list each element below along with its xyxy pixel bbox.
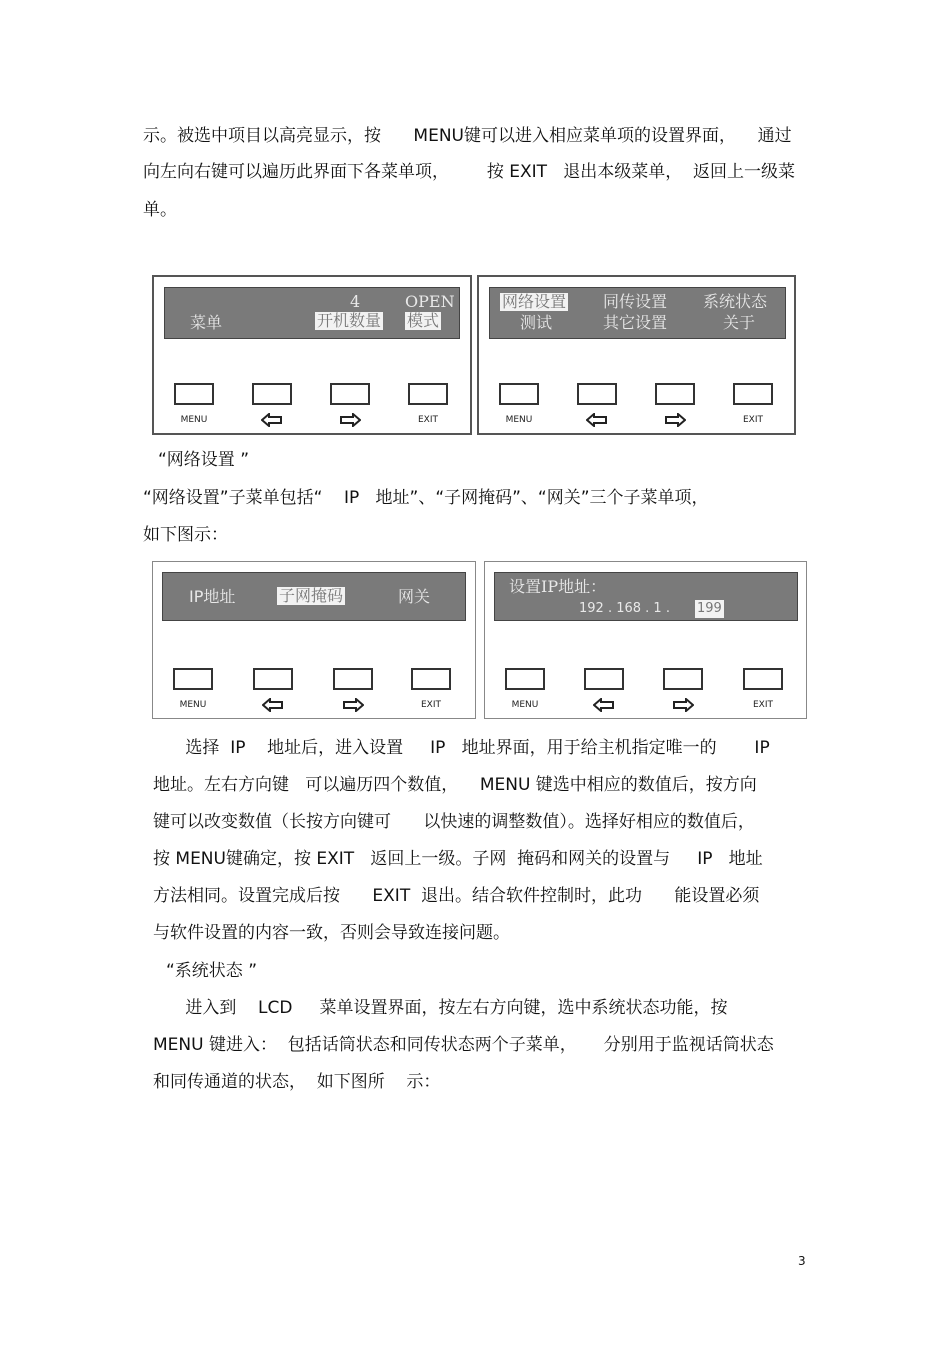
exit-key[interactable]	[408, 383, 448, 405]
left-key[interactable]	[253, 668, 293, 690]
section2-line-1: 选择 IP 地址后，进入设置 IP 地址界面，用于给主机指定唯一的 IP	[153, 738, 770, 758]
section2-line-4: 按 MENU键确定，按 EXIT 返回上一级。子网 掩码和网关的设置与 IP 地址	[153, 849, 763, 869]
left-arrow-icon	[261, 413, 283, 427]
lcd-screen	[489, 287, 786, 339]
lcd-network-settings: 网络设置	[502, 292, 567, 311]
right-arrow-icon	[342, 698, 364, 712]
figure2-right-panel	[484, 561, 807, 719]
figure1-right-panel	[477, 275, 796, 435]
lcd-ip-address: IP地址	[189, 587, 236, 606]
menu-key[interactable]	[499, 383, 539, 405]
left-key[interactable]	[577, 383, 617, 405]
lcd-set-ip-title: 设置IP地址：	[509, 577, 607, 596]
lcd-boot-count: 开机数量	[317, 311, 382, 330]
section3-line-1: 进入到 LCD 菜单设置界面，按左右方向键，选中系统状态功能，按	[153, 998, 728, 1018]
menu-key[interactable]	[174, 383, 214, 405]
lcd-open: OPEN	[405, 292, 455, 311]
section2-line-2: 地址。左右方向键 可以遍历四个数值， MENU 键选中相应的数值后，按方向	[153, 775, 757, 795]
right-arrow-icon	[672, 698, 694, 712]
exit-key-label: EXIT	[417, 415, 438, 425]
right-key[interactable]	[330, 383, 370, 405]
lcd-interpretation-settings: 同传设置	[603, 292, 668, 311]
right-arrow-icon	[339, 413, 361, 427]
lcd-mode: 模式	[407, 311, 440, 330]
lcd-test: 测试	[520, 313, 553, 332]
menu-key[interactable]	[173, 668, 213, 690]
lcd-ip-value: 192 . 168 . 1 .	[579, 601, 675, 616]
lcd-screen	[162, 572, 466, 621]
figure2-left-panel	[152, 561, 476, 719]
menu-key[interactable]	[505, 668, 545, 690]
exit-key[interactable]	[743, 668, 783, 690]
lcd-other-settings: 其它设置	[603, 313, 668, 332]
section3-line-3: 和同传通道的状态， 如下图所 示：	[153, 1072, 441, 1092]
menu-key-label: MENU	[179, 700, 207, 710]
left-key[interactable]	[252, 383, 292, 405]
lcd-ip-last-octet: 199	[697, 601, 722, 616]
section-heading-network: “网络设置 ”	[158, 450, 250, 470]
section1-line-1: “网络设置”子菜单包括“ IP 地址”、“子网掩码”、“网关”三个子菜单项，	[143, 488, 709, 508]
right-key[interactable]	[333, 668, 373, 690]
section3-line-2: MENU 键进入： 包括话筒状态和同传状态两个子菜单， 分别用于监视话筒状态	[153, 1035, 774, 1055]
figure1-left-panel	[152, 275, 472, 435]
section2-line-5: 方法相同。设置完成后按 EXIT 退出。结合软件控制时，此功 能设置必须	[153, 886, 760, 906]
right-key[interactable]	[655, 383, 695, 405]
section-heading-system-status: “系统状态 ”	[166, 961, 258, 981]
left-arrow-icon	[593, 698, 615, 712]
section2-line-3: 键可以改变数值（长按方向键可 以快速的调整数值）。选择好相应的数值后，	[153, 812, 755, 832]
lcd-system-status: 系统状态	[703, 292, 768, 311]
exit-key-label: EXIT	[742, 415, 763, 425]
lcd-gateway: 网关	[398, 587, 431, 606]
exit-key[interactable]	[411, 668, 451, 690]
page-number: 3	[798, 1254, 806, 1268]
lcd-about: 关于	[723, 313, 756, 332]
left-key[interactable]	[584, 668, 624, 690]
menu-key-label: MENU	[511, 700, 539, 710]
lcd-subnet-mask: 子网掩码	[279, 586, 344, 605]
right-key[interactable]	[663, 668, 703, 690]
exit-key[interactable]	[733, 383, 773, 405]
intro-line-3: 单。	[143, 200, 177, 220]
right-arrow-icon	[664, 413, 686, 427]
left-arrow-icon	[262, 698, 284, 712]
left-arrow-icon	[586, 413, 608, 427]
section1-line-2: 如下图示：	[143, 525, 228, 545]
intro-line-1: 示。被选中项目以高亮显示，按 MENU键可以进入相应菜单项的设置界面， 通过	[143, 126, 792, 146]
lcd-number: 4	[350, 292, 361, 311]
lcd-menu-label: 菜单	[190, 313, 223, 332]
lcd-screen	[164, 287, 460, 339]
section2-line-6: 与软件设置的内容一致，否则会导致连接问题。	[153, 923, 510, 943]
exit-key-label: EXIT	[420, 700, 441, 710]
exit-key-label: EXIT	[752, 700, 773, 710]
intro-line-2: 向左向右键可以遍历此界面下各菜单项， 按 EXIT 退出本级菜单， 返回上一级菜	[143, 162, 796, 182]
menu-key-label: MENU	[505, 415, 533, 425]
lcd-screen	[494, 572, 798, 621]
menu-key-label: MENU	[180, 415, 208, 425]
